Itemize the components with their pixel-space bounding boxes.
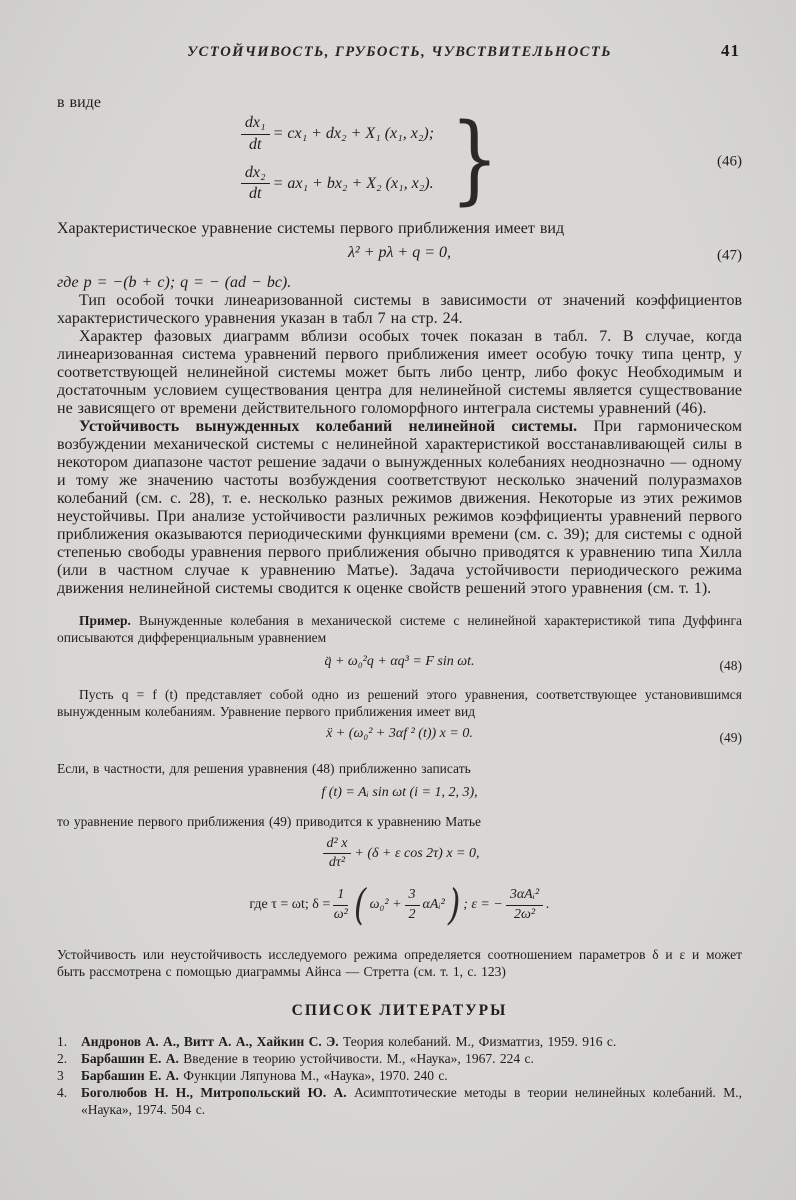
paragraph-phase-diagrams: Характер фазовых диаграмм вблизи особых точек показан в табл. 7. В случае, когда линеаризованная система уравнений первого приближения имеет особую точку типа центр, у соответствующей нелинейной системы может быть либо центр, либо фокус Необходимым и достаточным условием существования центра для нелинейной системы является существование не зависящего от времени действительного голоморфного интеграла системы уравнений (46). bbox=[57, 328, 742, 417]
fraction-1-omega2: $\frac{1}{\text{ω²}}$ bbox=[333, 887, 348, 922]
bib-item-number: 4. bbox=[57, 1085, 68, 1100]
equation-where-delta-epsilon bbox=[57, 880, 742, 936]
bibliography-title: СПИСОК ЛИТЕРАТУРЫ bbox=[291, 1002, 508, 1019]
equation-49 bbox=[57, 726, 742, 750]
fraction-dx1-dt: $\frac{\text{dx₁}}{dt}$ bbox=[241, 114, 270, 154]
close-paren: ) bbox=[447, 880, 461, 929]
where-inner-pre: ω₀² + bbox=[369, 897, 402, 912]
paragraph-esli: Если, в частности, для решения уравнения (48) приближенно записать bbox=[57, 761, 471, 776]
fraction-dx2-dt: $\frac{\text{dx₂}}{dt}$ bbox=[241, 164, 270, 204]
bib-item-text: Асимптотические методы в теории нелинейных колебаний. М., «Наука», 1974. 504 с. bbox=[81, 1085, 743, 1117]
fraction-d2x-dtau2: $\frac{\text{d² x}}{\text{dτ²}}$ bbox=[323, 836, 352, 871]
where-end: . bbox=[546, 897, 550, 912]
bib-item-authors: Барбашин Е. А. bbox=[81, 1051, 179, 1066]
where-inner-post: αAᵢ² bbox=[422, 897, 445, 912]
example-label: Пример. bbox=[79, 613, 131, 628]
equation-46-number: (46) bbox=[717, 153, 742, 170]
bibliography-item bbox=[57, 1033, 742, 1050]
paragraph-forced-oscillations-heading: Устойчивость вынужденных колебаний нелинейной системы. bbox=[79, 418, 578, 435]
bibliography-item bbox=[57, 1050, 742, 1067]
equation-mathieu bbox=[57, 836, 742, 876]
bib-item-authors: Боголюбов Н. Н., Митропольский Ю. А. bbox=[81, 1085, 347, 1100]
bib-item-text: Теория колебаний. М., Физматгиз, 1959. 916 с. bbox=[338, 1034, 617, 1049]
paragraph-pust: Пусть q = f (t) представляет собой одно из решений этого уравнения, соответствующее установившимся вынужденным колебаниям. Уравнение первого приближения имеет вид bbox=[57, 687, 742, 719]
equation-46-line1-rhs: = cx₁ + dx₂ + X₁ (x₁, x₂); bbox=[272, 125, 435, 143]
bib-item-authors: Андронов А. А., Витт А. А., Хайкин С. Э. bbox=[81, 1034, 339, 1049]
paragraph-characteristic: Характеристическое уравнение системы первого приближения имеет вид bbox=[57, 220, 565, 237]
fraction-3-2: $\frac{3}{2}$ bbox=[405, 887, 420, 922]
bibliography-item bbox=[57, 1084, 742, 1118]
equation-48 bbox=[57, 654, 742, 678]
equation-mathieu-rest: + (δ + ε cos 2τ) x = 0, bbox=[354, 845, 480, 861]
equation-48-number: (48) bbox=[719, 658, 742, 673]
equation-mathieu-body bbox=[57, 836, 742, 871]
equation-46-body bbox=[29, 103, 714, 215]
bibliography-item bbox=[57, 1067, 742, 1084]
where-lead: где τ = ωt; δ = bbox=[249, 897, 331, 912]
bib-item-number: 3 bbox=[57, 1068, 64, 1083]
page-number: 41 bbox=[721, 41, 740, 60]
equation-46-line2 bbox=[238, 164, 434, 204]
equation-47-body: λ² + pλ + q = 0, bbox=[347, 244, 452, 261]
equation-46-line2-rhs: = ax₁ + bx₂ + X₂ (x₁, x₂). bbox=[272, 174, 434, 192]
running-head bbox=[57, 41, 742, 64]
page-title: УСТОЙЧИВОСТЬ, ГРУБОСТЬ, ЧУВСТВИТЕЛЬНОСТЬ bbox=[187, 44, 612, 60]
paragraph-closing: Устойчивость или неустойчивость исследуемого режима определяется соотношением параметров δ и ε и может быть рассмотрена с помощью диаграммы Айнса — Стретта (см. т. 1, с. 123) bbox=[57, 947, 742, 979]
equation-49-number: (49) bbox=[719, 730, 742, 745]
equation-48-body: q̈ + ω₀²q + αq³ = F sin ωt. bbox=[324, 654, 475, 669]
paragraph-forced-oscillations-text: При гармоническом возбуждении механической системы с нелинейной характеристикой восстанавливающей силы в некотором диапазоне частот решение задачи о вынужденных колебаниях неоднозначно — одному и тому же значению частоты возбуждения соответствуют несколько значений полуразмахов колебаний (см. с. 28), т. е. несколько разных режимов движения. Некоторые из этих режимов неустойчивы. При анализе устойчивости различных режимов коэффициенты уравнений первого приближения оказываются периодическими функциями времени (см. с. 39); для системы с одной степенью свободы уравнения первого приближения обычно приводятся к уравнению типа Хилла (или в частном случае к уравнению Матье). Задача устойчивости периодического режима движения нелинейной системы сводится к оценке свойств решений этого уравнения (см. т. 1). bbox=[57, 418, 743, 597]
paragraph-where-pq: где p = −(b + c); q = − (ad − bc). bbox=[57, 274, 292, 291]
equation-46 bbox=[57, 103, 742, 215]
fraction-epsilon: $\frac{\text{3αAᵢ²}}{\text{2ω²}}$ bbox=[506, 887, 543, 922]
bib-item-authors: Барбашин Е. А. bbox=[81, 1068, 179, 1083]
bib-item-text: Введение в теорию устойчивости. М., «Наука», 1967. 224 с. bbox=[178, 1051, 534, 1066]
paragraph-to: то уравнение первого приближения (49) приводится к уравнению Матье bbox=[57, 814, 482, 829]
equation-where-body bbox=[57, 880, 742, 929]
paragraph-forced-oscillations bbox=[57, 418, 742, 598]
bib-item-text: Функции Ляпунова М., «Наука», 1970. 240 с. bbox=[178, 1068, 448, 1083]
paragraph-singular-point-type: Тип особой точки линеаризованной системы в зависимости от значений коэффициентов характеристического уравнения указан в табл 7 на стр. 24. bbox=[57, 292, 742, 327]
lead-in-text: в виде bbox=[57, 94, 101, 111]
equation-46-line1 bbox=[238, 114, 434, 154]
equation-f-body: f (t) = Aᵢ sin ωt (i = 1, 2, 3), bbox=[321, 785, 478, 800]
equation-49-body: ẍ + (ω₀² + 3αf ² (t)) x = 0. bbox=[326, 726, 473, 741]
where-mid: ; ε = − bbox=[463, 897, 503, 912]
open-paren: ( bbox=[354, 880, 367, 929]
example-intro bbox=[57, 612, 742, 646]
bib-item-number: 1. bbox=[57, 1034, 68, 1049]
bibliography-list bbox=[57, 1033, 742, 1118]
equation-f bbox=[57, 785, 742, 805]
bib-item-number: 2. bbox=[57, 1051, 68, 1066]
equation-47-number: (47) bbox=[717, 247, 742, 264]
system-brace: } bbox=[450, 103, 500, 215]
equation-47 bbox=[57, 244, 742, 268]
example-intro-text: Вынужденные колебания в механической системе с нелинейной характеристикой типа Дуффинга описываются дифференциальным уравнением bbox=[57, 613, 742, 645]
